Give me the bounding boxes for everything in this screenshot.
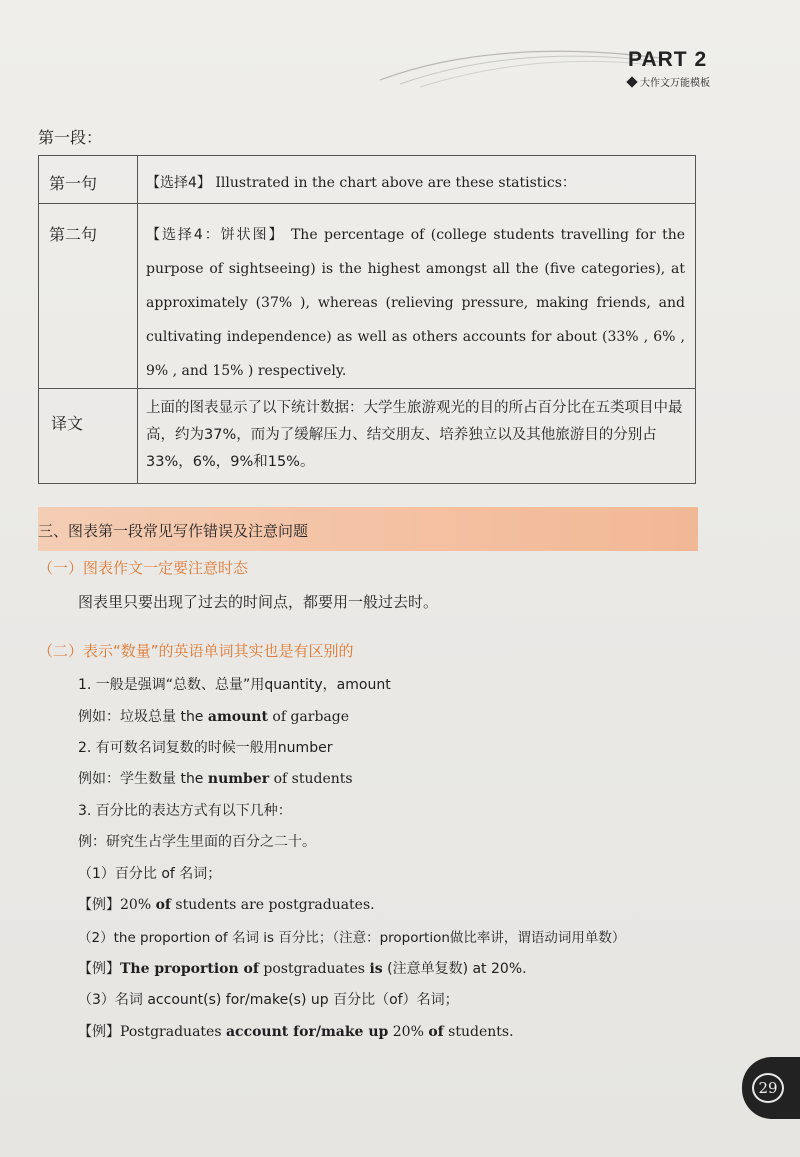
text-span: of students xyxy=(269,771,353,787)
example-tag: 【例】 xyxy=(78,897,120,913)
text-span: 例如：学生数量 the xyxy=(78,771,208,787)
quantity-line-4 xyxy=(78,768,353,788)
quantity-line-11: （3）名词 account(s) for/make(s) up 百分比（of）名词； xyxy=(78,992,459,1008)
section-label: 第一段： xyxy=(38,128,103,147)
bold-span: number xyxy=(207,771,270,787)
header-swoosh-decoration xyxy=(380,40,660,90)
quantity-line-5: 3. 百分比的表达方式有以下几种： xyxy=(78,803,292,819)
text-span: students. xyxy=(443,1024,514,1040)
table-row xyxy=(39,204,696,389)
row-text: Illustrated in the chart above are these statistics： xyxy=(215,175,576,191)
part-title: PART 2 xyxy=(628,48,708,71)
table-row xyxy=(39,156,696,204)
quantity-line-9: （2）the proportion of 名词 is 百分比；（注意：proportion做比率讲，谓语动词用单数） xyxy=(78,930,626,946)
row-content xyxy=(138,156,696,204)
row-tag: 【选择4】 xyxy=(146,175,211,191)
subheading-quantity: （二）表示“数量”的英语单词其实也是有区别的 xyxy=(38,642,354,660)
row-label: 第一句 xyxy=(39,156,138,204)
text-span: of garbage xyxy=(267,709,350,725)
text-span: students are postgraduates. xyxy=(170,897,375,913)
bold-span: of xyxy=(155,897,171,913)
template-table xyxy=(38,155,696,484)
bold-span: account for/make up xyxy=(225,1024,389,1040)
quantity-line-3: 2. 有可数名词复数的时候一般用number xyxy=(78,740,333,756)
part-subtitle xyxy=(628,74,710,89)
text-span: postgraduates xyxy=(258,961,370,977)
table-row xyxy=(39,389,696,484)
example-tag: 【例】 xyxy=(78,1024,120,1040)
tense-body: 图表里只要出现了过去的时间点，都要用一般过去时。 xyxy=(78,593,439,611)
quantity-line-7: （1）百分比 of 名词； xyxy=(78,866,222,882)
row-label: 译文 xyxy=(39,389,138,484)
quantity-line-10 xyxy=(78,958,527,978)
text-span: 20% xyxy=(120,897,156,913)
part-subtitle-text: 大作文万能模板 xyxy=(640,78,710,89)
page-number: 29 xyxy=(752,1073,784,1103)
quantity-line-1: 1. 一般是强调“总数、总量”用quantity，amount xyxy=(78,677,391,693)
row-tag: 【选择4：饼状图】 xyxy=(146,227,285,243)
quantity-line-6: 例：研究生占学生里面的百分之二十。 xyxy=(78,834,316,850)
bold-span: is xyxy=(369,961,383,977)
row-content xyxy=(138,204,696,389)
quantity-line-8 xyxy=(78,894,375,914)
text-span: 例如：垃圾总量 the xyxy=(78,709,208,725)
subheading-tense: （一）图表作文一定要注意时态 xyxy=(38,559,249,577)
text-span: (注意单复数) at 20%. xyxy=(382,961,527,977)
bold-span: amount xyxy=(207,709,268,725)
text-span: 20% xyxy=(388,1024,429,1040)
diamond-icon xyxy=(626,76,637,87)
bold-span: The proportion of xyxy=(120,961,259,977)
row-translation: 上面的图表显示了以下统计数据：大学生旅游观光的目的所占百分比在五类项目中最高，约为37%，而为了缓解压力、结交朋友、培养独立以及其他旅游目的分别占33%，6%，9%和15%。 xyxy=(138,389,696,484)
section-title: 三、图表第一段常见写作错误及注意问题 xyxy=(38,522,309,540)
example-tag: 【例】 xyxy=(78,961,120,977)
quantity-line-2 xyxy=(78,706,349,726)
row-text: The percentage of (college students travelling for the purpose of sightseeing) is the highest amongst all the (five categories), at approximately (37% ), whereas (relieving pressure, making friends, and cultivating independence) as well as others accounts for about (33% , 6% , 9% , and 15% ) respectively. xyxy=(146,227,686,379)
bold-span: of xyxy=(428,1024,444,1040)
row-label: 第二句 xyxy=(39,204,138,389)
quantity-line-12 xyxy=(78,1021,514,1041)
text-span: Postgraduates xyxy=(120,1024,226,1040)
